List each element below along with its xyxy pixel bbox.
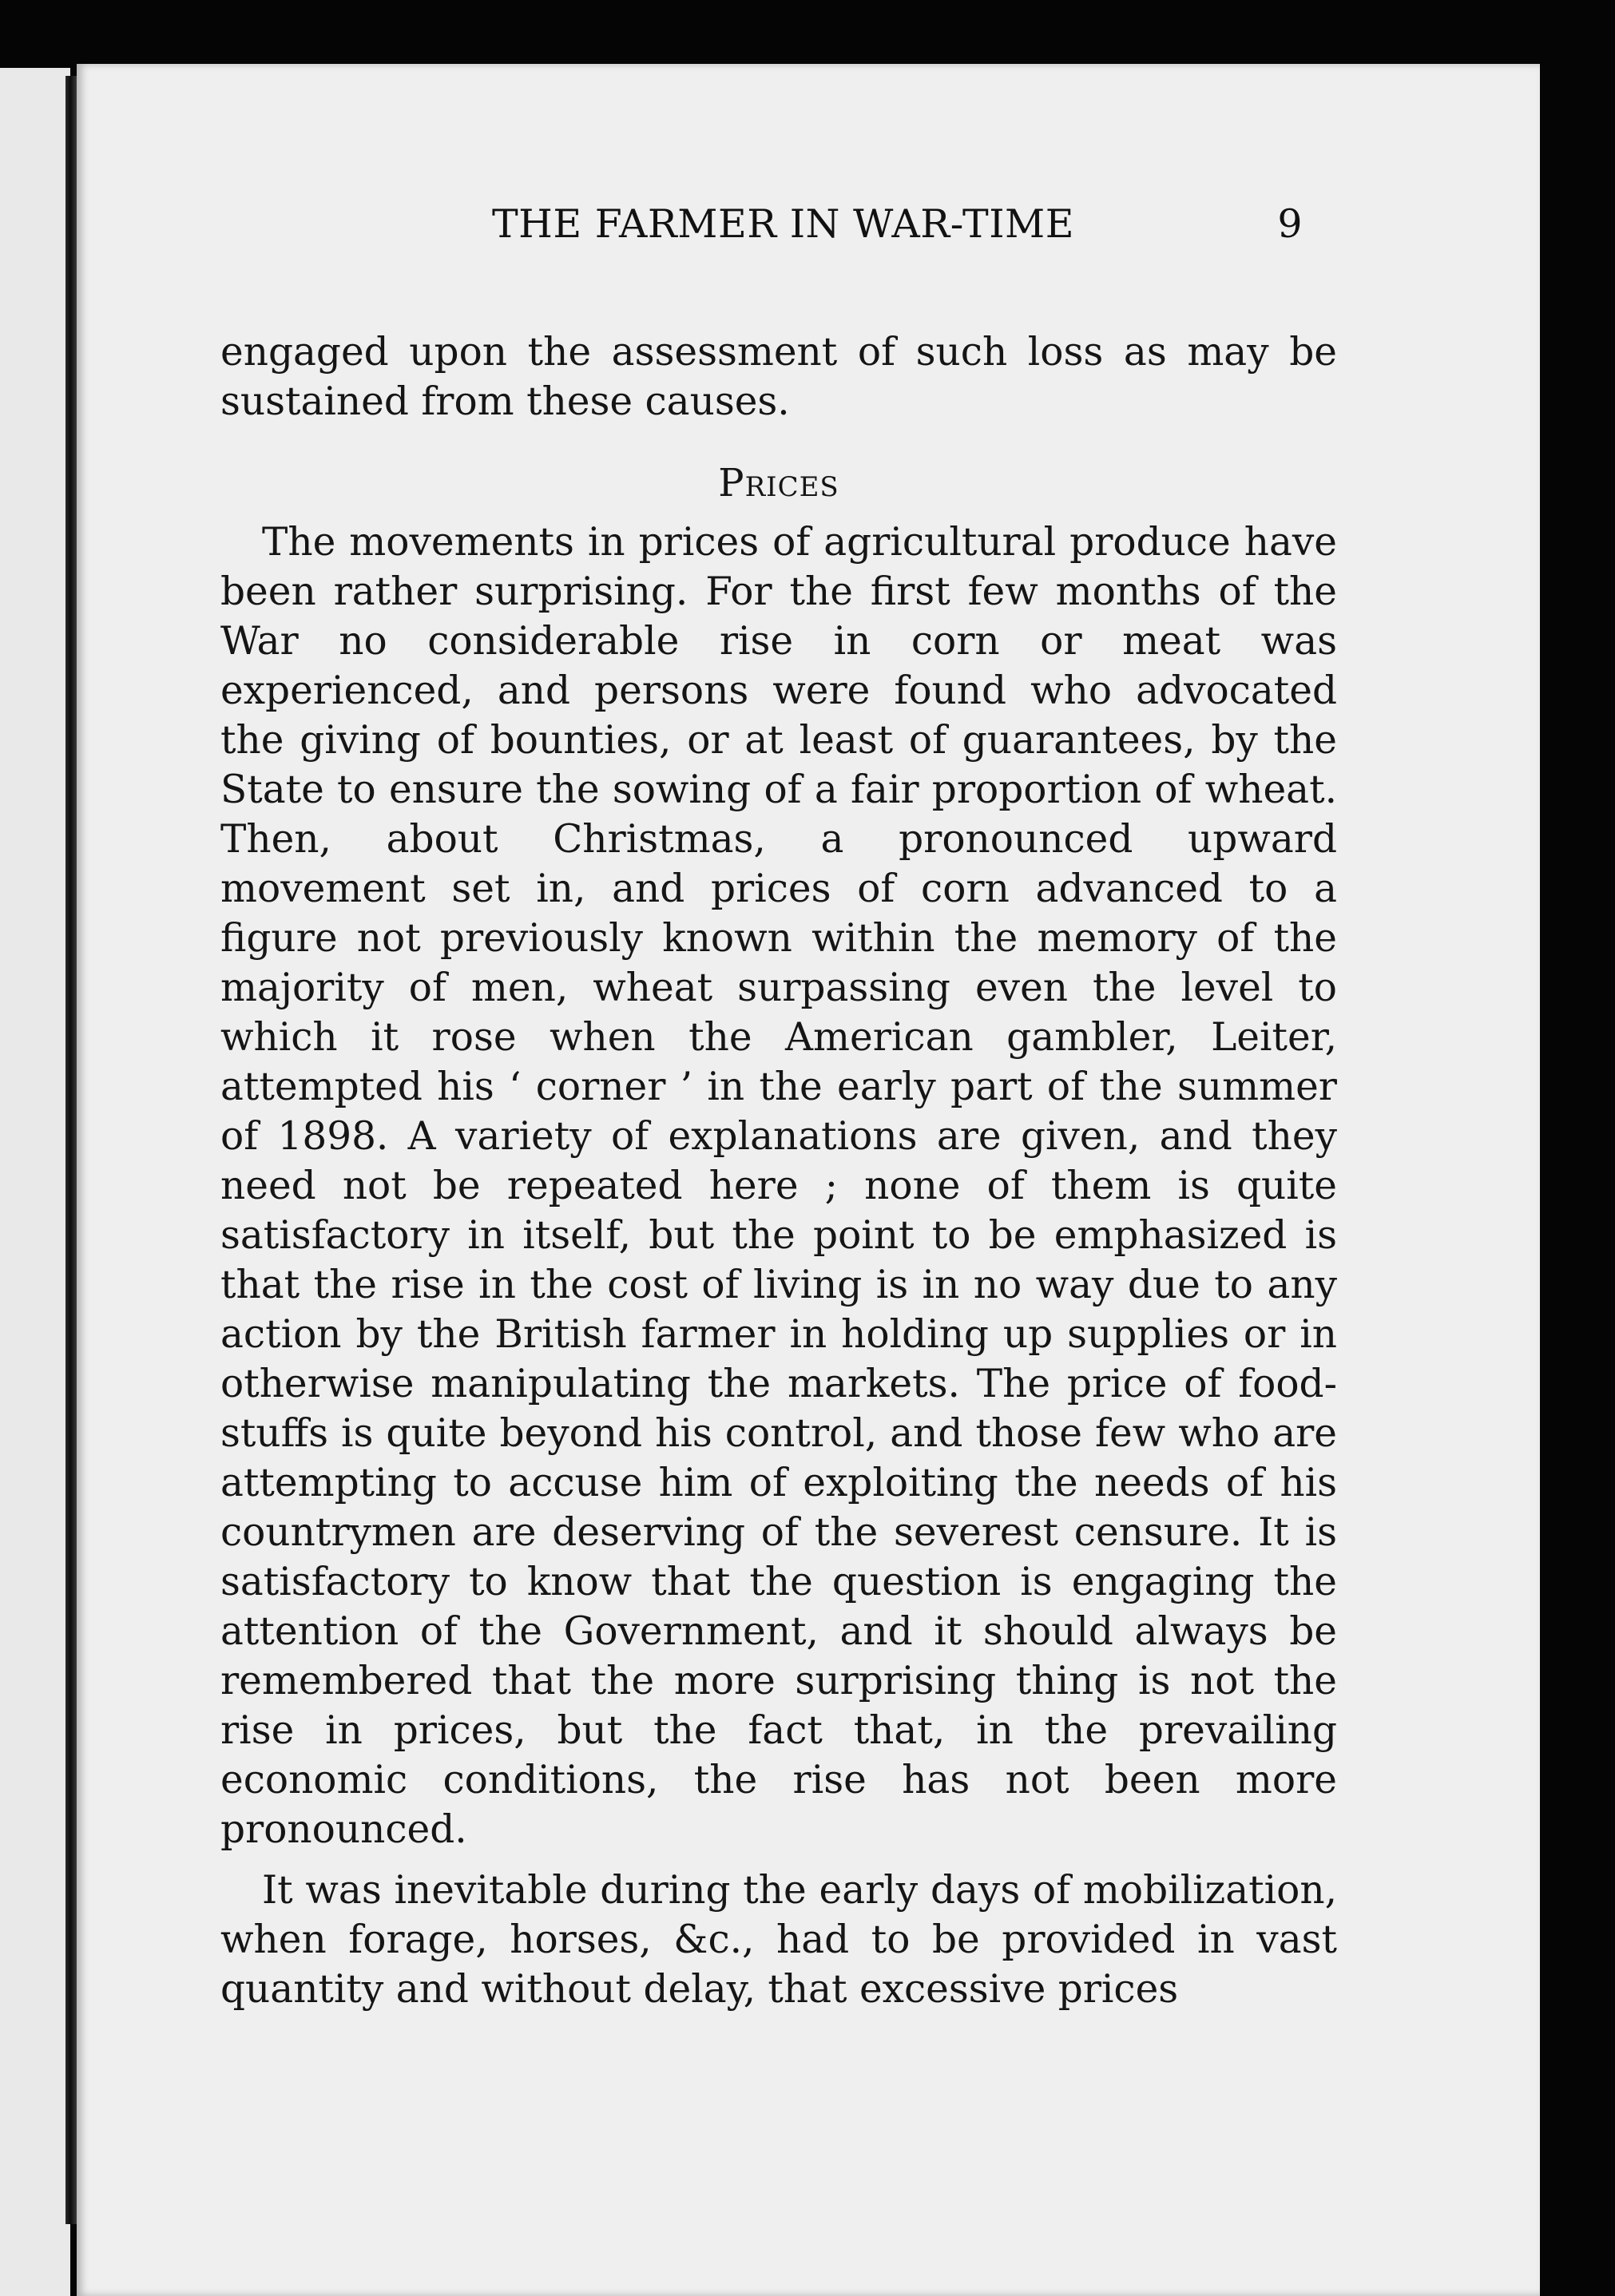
facing-page-edge (0, 68, 70, 2296)
section-heading: Prices (718, 461, 839, 506)
paragraph-prices: The movements in prices of agricultural produce have been rather surprising. For the first few months of the War no considerable rise in corn or meat was experienced, and persons were found who advocated the giving of bounties, or at least of guarantees, by the State to ensure the sowing of a fair proportion of wheat. Then, about Christmas, a pronounced upward movement set in, and prices of corn advanced to a figure not previously known within the memory of the majority of men, wheat surpassing even the level to which it rose when the American gambler, Leiter, attempted his ‘ corner ’ in the early part of the summer of 1898. A variety of explanations are given, and they need not be repeated here ; none of them is quite satisfactory in itself, but the point to be emphasized is that the rise in the cost of living is in no way due to any action by the British farmer in holding up supplies or in otherwise manipulating the markets. The price of food-stuffs is quite beyond his control, and those few who are attempting to accuse him of exploiting the needs of his countrymen are deserving of the severest censure. It is satisfactory to know that the question is engaging the attention of the Government, and it should always be remembered that the more surprising thing is not the rise in prices, but the fact that, in the prevailing economic conditions, the rise has not been more pronounced. (220, 520, 1337, 1852)
body-text (220, 327, 1337, 2014)
paragraph-mobilization: It was inevitable during the early days of mobilization, when forage, horses, &c., had to be provided in vast quantity and without delay, that excessive prices (220, 1868, 1337, 2012)
paragraph-gap (220, 1854, 1337, 1866)
page-number: 9 (1277, 201, 1303, 247)
book-gutter (65, 76, 77, 2224)
continuation-paragraph: engaged upon the assessment of such loss as may be sustained from these causes. (220, 330, 1337, 424)
book-page (77, 64, 1540, 2296)
running-title: THE FARMER IN WAR-TIME (492, 201, 1074, 247)
page-header (476, 196, 1307, 260)
